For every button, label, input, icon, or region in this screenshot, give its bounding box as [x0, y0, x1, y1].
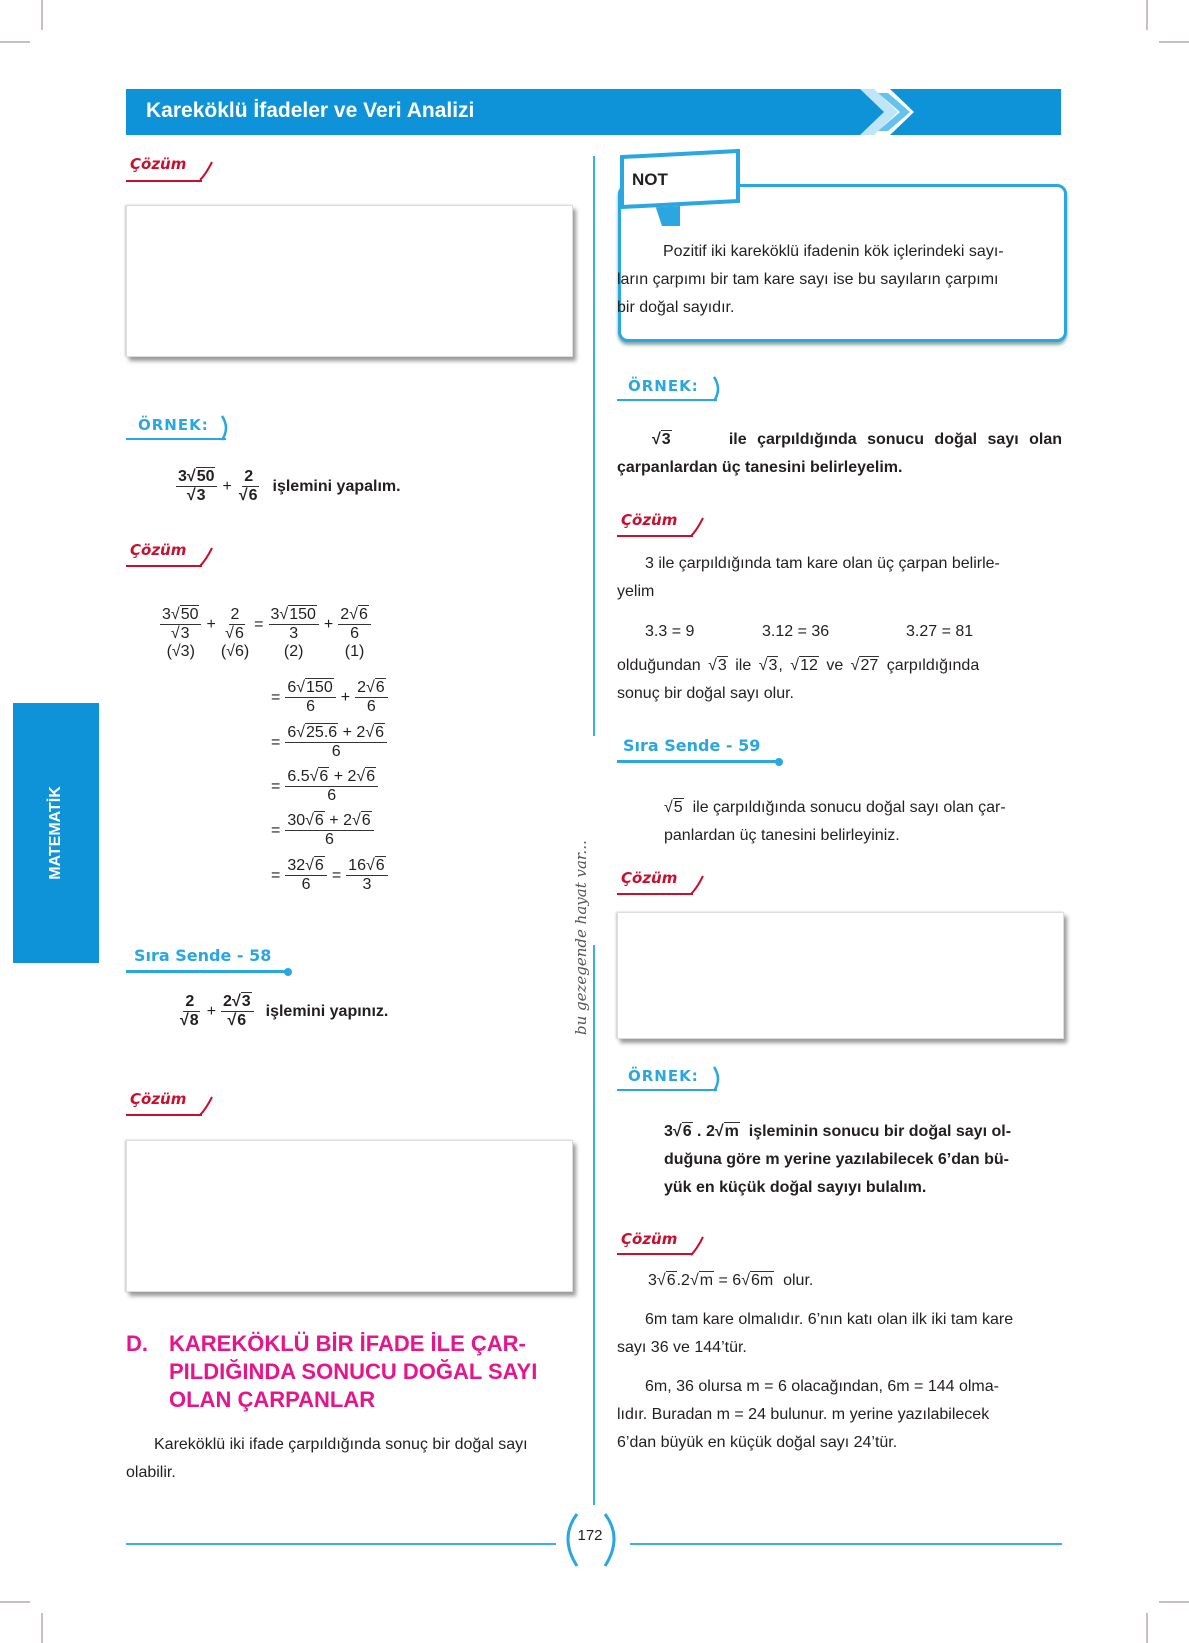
example3-text: 3√6 . 2√m işleminin sonucu bir doğal sayı ol- duğuna göre m yerine yazılabilecek 6’dan bü- yük en küçük doğal sayıyı bulalım.	[664, 1123, 1012, 1196]
solution-step-3: = $\frac{6√25.6 + 2√6}{6}$	[268, 724, 389, 761]
answer-box[interactable]	[126, 1140, 573, 1292]
cozum-label: Çözüm	[130, 1090, 187, 1108]
solution2-conclusion: olduğundan √3 ile √3, √12 ve √27 çarpıldığında	[617, 657, 980, 674]
example2-text: √3 ile çarpıldığında sonucu doğal sayı olan	[652, 431, 1062, 448]
sira-sende-59-text-line2: panlardan üç tanesini belirleyiniz.	[664, 827, 900, 844]
answer-box[interactable]	[126, 205, 573, 357]
ornek-label: ÖRNEK:	[138, 416, 209, 434]
solution-step-1: 3√50 √3 (√3) + 2 √6 (√6) = 3√150 3 (2) + 2√6 6 (1)	[158, 606, 373, 660]
solution-step-2: = $\frac{6√150}{6}$ + $\frac{2√6}{6}$	[268, 679, 390, 716]
cozum-underline	[126, 180, 202, 182]
crop-mark	[0, 1601, 30, 1603]
ornek-bracket	[712, 375, 726, 403]
footer-line	[630, 1543, 1062, 1545]
example1-text: işlemini yapalım.	[272, 477, 401, 495]
sira-sende-underline	[617, 760, 777, 763]
solution3-paragraph-1: 6m tam kare olmalıdır. 6’nın katı olan ilk iki tam kare sayı 36 ve 144’tür.	[617, 1311, 1014, 1356]
chapter-title: Kareköklü İfadeler ve Veri Analizi	[146, 99, 475, 122]
solution-step-5: = $\frac{30√6 + 2√6}{6}$	[268, 812, 376, 849]
note-label: NOT	[632, 170, 668, 189]
sira-sende-title: Sıra Sende - 59	[623, 736, 761, 755]
cozum-label: Çözüm	[621, 511, 678, 529]
ornek-bracket	[712, 1065, 726, 1093]
solution2-text: 3 ile çarpıldığında tam kare olan üç çarpan belirle- yelim	[617, 555, 1000, 600]
cozum-slash	[198, 160, 214, 182]
equation: 3.3 = 9	[645, 623, 695, 640]
cozum-label: Çözüm	[621, 869, 678, 887]
crop-mark	[0, 41, 30, 43]
cozum-label: Çözüm	[130, 155, 187, 173]
sira-sende-underline	[126, 970, 286, 973]
cozum-slash	[689, 874, 705, 896]
section-paragraph: Kareköklü iki ifade çarpıldığında sonuç bir doğal sayı olabilir.	[126, 1436, 528, 1481]
fraction: $\frac{3√50}{√3}$	[176, 468, 217, 505]
solution2-conclusion-line2: sonuç bir doğal sayı olur.	[617, 685, 794, 702]
page-number: 172	[577, 1527, 603, 1544]
crop-mark	[1159, 1601, 1189, 1603]
ornek-bracket	[220, 414, 234, 442]
cozum-slash	[689, 516, 705, 538]
solution3-paragraph-2: 6m, 36 olursa m = 6 olacağından, 6m = 144 olma- lıdır. Buradan m = 24 bulunur. m yerine yazılabilecek 6’dan büyük en küçük doğal sayı 24’tür.	[617, 1378, 999, 1451]
ornek-underline	[617, 399, 717, 401]
note-text: Pozitif iki kareköklü ifadenin kök içlerindeki sayı- ların çarpımı bir tam kare sayı ise bu sayıların çarpımı bir doğal sayıdır.	[617, 243, 1004, 316]
sira-sende-59-text: √5 ile çarpıldığında sonucu doğal sayı olan çar-	[664, 799, 1006, 816]
slogan: bu gezegende hayat var...	[572, 840, 590, 1035]
sira-sende-58-expression: $\frac{2}{√8}$ + $\frac{2√3}{√6}$ işlemini yapınız.	[180, 993, 389, 1029]
equation: 3.12 = 36	[762, 623, 830, 640]
sira-sende-title: Sıra Sende - 58	[134, 946, 272, 965]
section-letter: D.	[126, 1331, 148, 1356]
subject-label: MATEMATİK	[47, 786, 65, 880]
ornek-label: ÖRNEK:	[628, 1067, 699, 1085]
example2-text-line2: çarpanlardan üç tanesini belirleyelim.	[617, 459, 903, 476]
solution-step-6: = $\frac{32√6}{6}$ = $\frac{16√6}{3}$	[268, 857, 390, 894]
cozum-label: Çözüm	[621, 1230, 678, 1248]
chevron-right-icon	[860, 87, 920, 137]
ornek-underline	[617, 1089, 717, 1091]
subject-side-tab	[13, 703, 99, 963]
ornek-underline	[126, 438, 226, 440]
fraction: $\frac{2}{√6}$	[238, 468, 258, 504]
column-divider	[593, 945, 595, 1505]
column-divider	[593, 156, 595, 736]
ornek-label: ÖRNEK:	[628, 377, 699, 395]
sira-sende-58-text: işlemini yapınız.	[265, 1002, 389, 1020]
solution3-equation: 3√6.2√m = 6√6m olur.	[648, 1272, 814, 1289]
cozum-underline	[617, 1253, 693, 1255]
crop-mark	[1159, 41, 1189, 43]
crop-mark	[41, 0, 43, 30]
cozum-underline	[617, 893, 693, 895]
crop-mark	[41, 1613, 43, 1643]
section-title: KAREKÖKLÜ BİR İFADE İLE ÇAR- PILDIĞINDA SONUCU DOĞAL SAYI OLAN ÇARPANLAR	[169, 1331, 538, 1412]
cozum-slash	[198, 546, 214, 568]
cozum-underline	[617, 535, 693, 537]
footer-line	[126, 1543, 556, 1545]
cozum-underline	[126, 1114, 202, 1116]
crop-mark	[1146, 1613, 1148, 1643]
sira-sende-dot	[284, 968, 292, 976]
cozum-slash	[689, 1235, 705, 1257]
solution-step-4: = $\frac{6.5√6 + 2√6}{6}$	[268, 768, 380, 805]
cozum-underline	[126, 565, 202, 567]
example1-expression: $\frac{3√50}{√3}$ + $\frac{2}{√6}$ işlemini yapalım.	[178, 468, 401, 504]
answer-box[interactable]	[617, 912, 1064, 1039]
sira-sende-dot	[775, 758, 783, 766]
cozum-label: Çözüm	[130, 541, 187, 559]
cozum-slash	[198, 1095, 214, 1117]
equation: 3.27 = 81	[906, 623, 974, 640]
crop-mark	[1146, 0, 1148, 30]
